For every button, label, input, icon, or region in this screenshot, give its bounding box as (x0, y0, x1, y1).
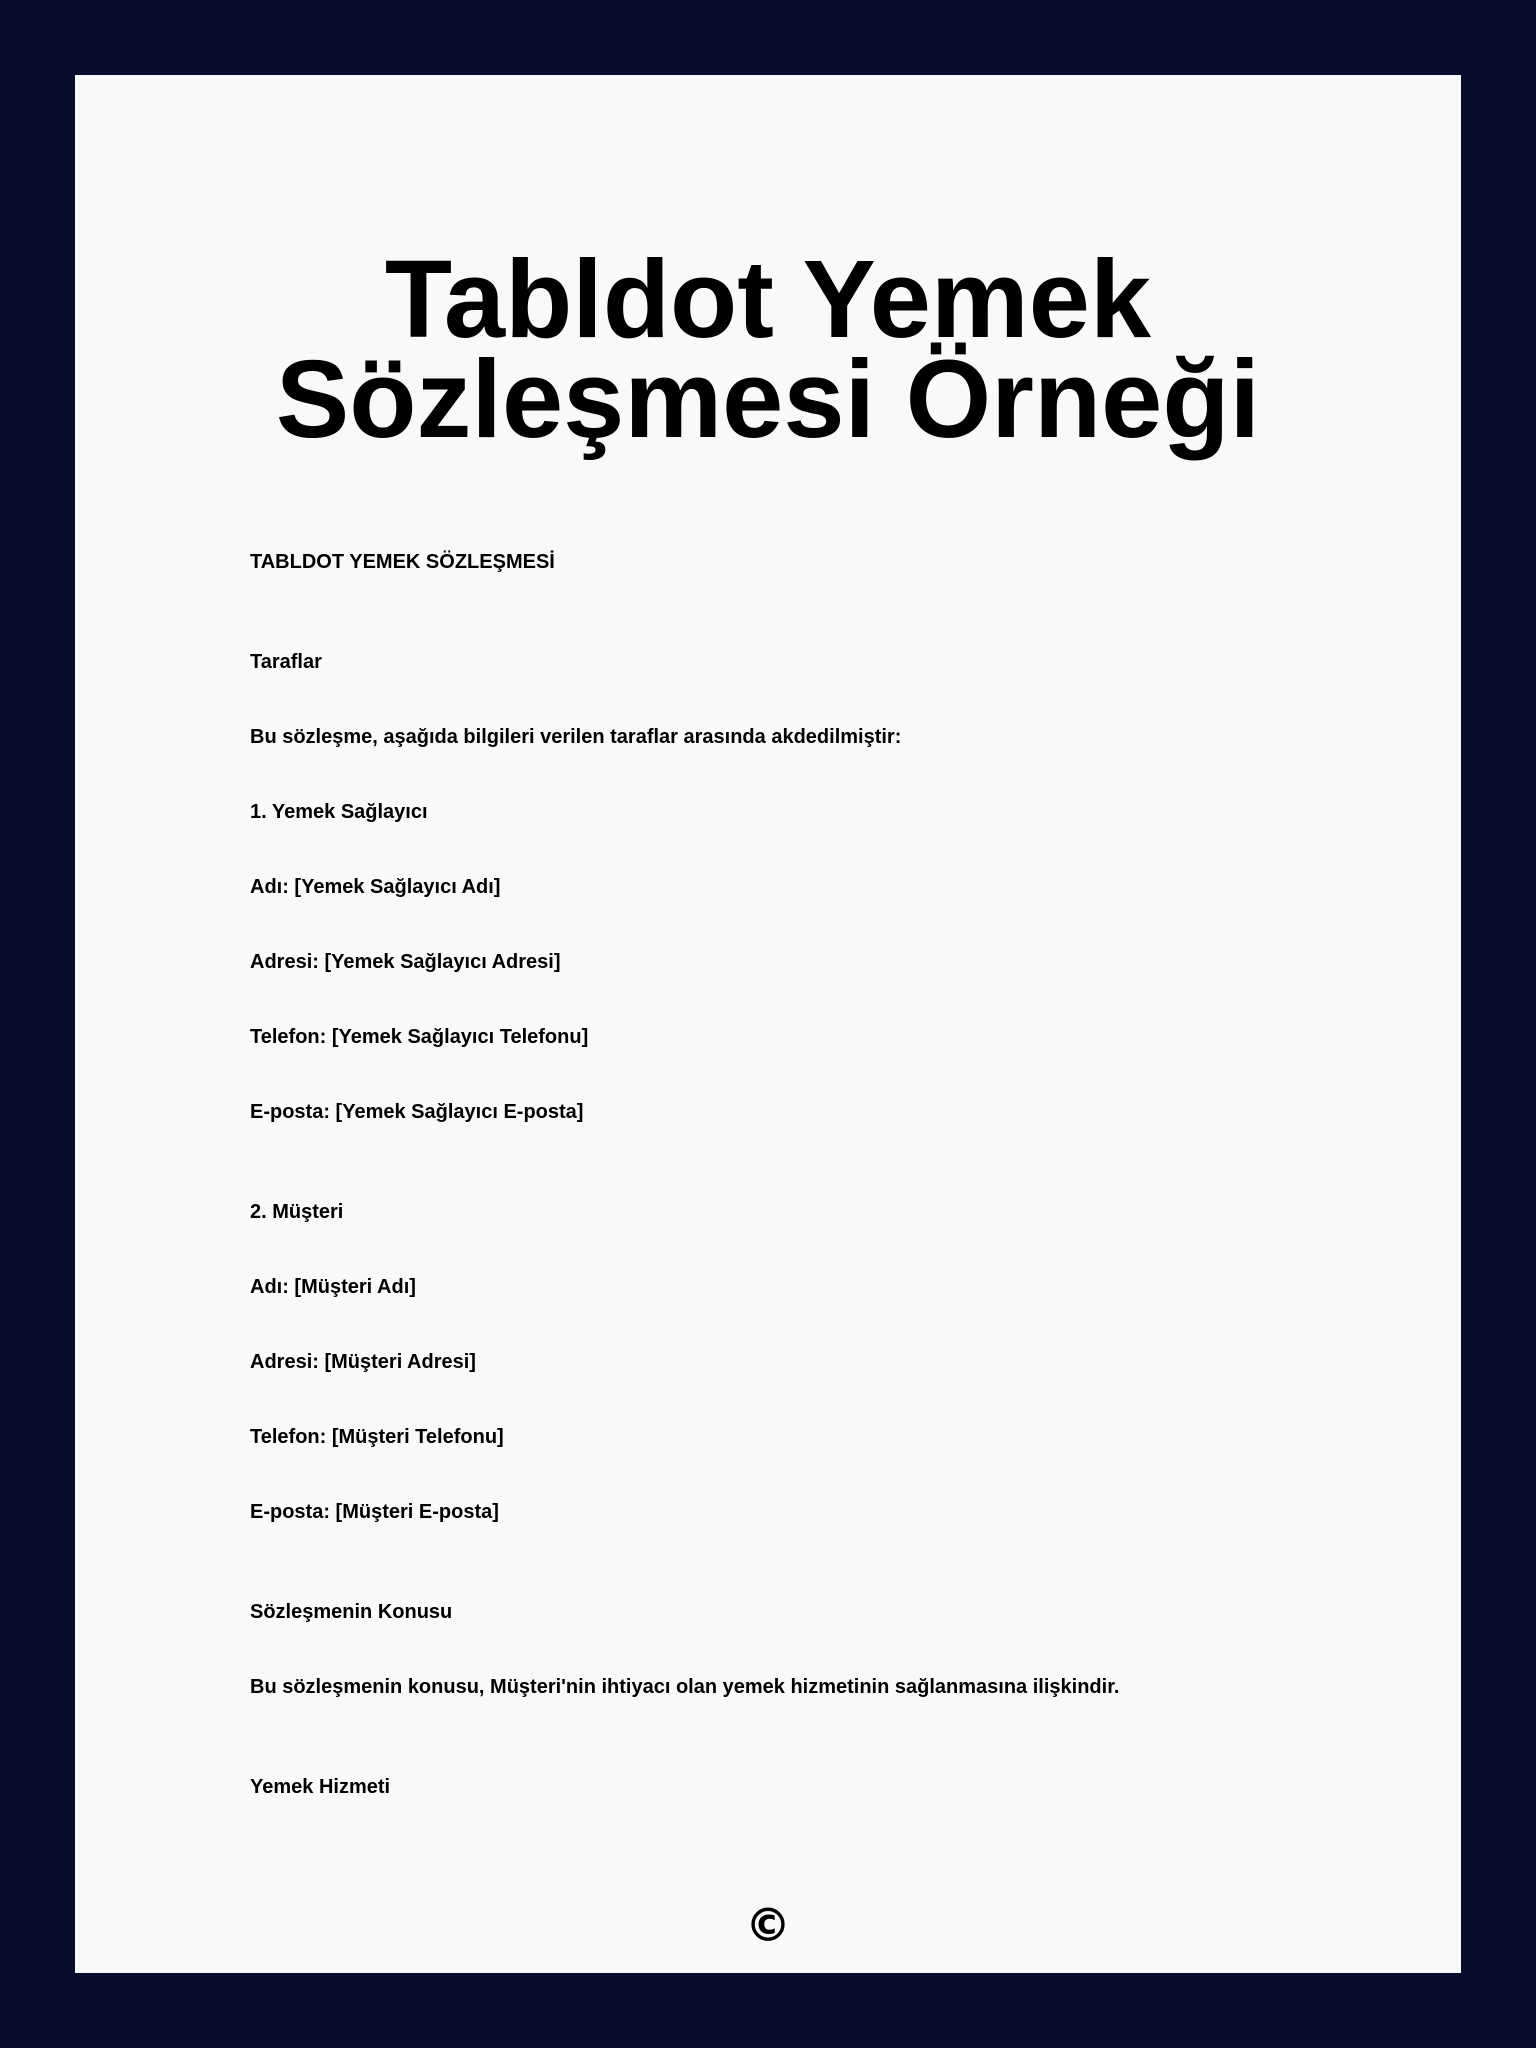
contract-heading: TABLDOT YEMEK SÖZLEŞMESİ (250, 551, 555, 573)
parties-intro: Bu sözleşme, aşağıda bilgileri verilen taraflar arasında akdedilmiştir: (250, 726, 902, 748)
customer-email: E-posta: [Müşteri E-posta] (250, 1501, 499, 1523)
customer-phone: Telefon: [Müşteri Telefonu] (250, 1426, 504, 1448)
service-heading: Yemek Hizmeti (250, 1776, 391, 1798)
provider-heading: 1. Yemek Sağlayıcı (250, 801, 428, 823)
provider-phone: Telefon: [Yemek Sağlayıcı Telefonu] (250, 1026, 589, 1048)
customer-heading: 2. Müşteri (250, 1201, 344, 1223)
parties-heading: Taraflar (250, 651, 322, 673)
document-title: Tabldot Yemek Sözleşmesi Örneği (275, 238, 1261, 461)
provider-name: Adı: [Yemek Sağlayıcı Adı] (250, 876, 501, 898)
provider-address: Adresi: [Yemek Sağlayıcı Adresi] (250, 951, 561, 973)
provider-email: E-posta: [Yemek Sağlayıcı E-posta] (250, 1101, 584, 1123)
subject-heading: Sözleşmenin Konusu (250, 1601, 453, 1623)
document-page (75, 75, 1461, 1973)
copyright-icon: © (745, 1898, 791, 1952)
customer-address: Adresi: [Müşteri Adresi] (250, 1351, 476, 1373)
subject-text: Bu sözleşmenin konusu, Müşteri'nin ihtiyacı olan yemek hizmetinin sağlanmasına ilişkindir. (250, 1676, 1120, 1698)
customer-name: Adı: [Müşteri Adı] (250, 1276, 416, 1298)
